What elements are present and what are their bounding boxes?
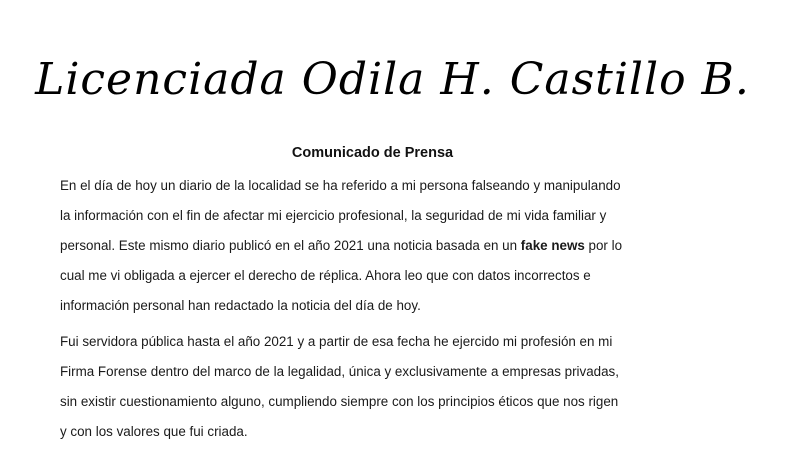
paragraph-2 [60, 327, 700, 447]
paragraph-line: información personal han redactado la noticia del día de hoy. [60, 298, 421, 313]
paragraph-line: Fui servidora pública hasta el año 2021 y a partir de esa fecha he ejercido mi profesión en mi [60, 334, 613, 349]
paragraph-line: cual me vi obligada a ejercer el derecho de réplica. Ahora leo que con datos incorrectos e [60, 268, 591, 283]
letterhead-name: Licenciada Odila H. Castillo B. [35, 54, 750, 105]
paragraph-line [60, 231, 700, 261]
document-title: Comunicado de Prensa [291, 145, 454, 161]
text-segment: por lo [584, 238, 623, 253]
paragraph-line: y con los valores que fui criada. [60, 424, 248, 439]
paragraph-line: En el día de hoy un diario de la localidad se ha referido a mi persona falseando y manipulando [60, 178, 621, 193]
paragraph-line: Firma Forense dentro del marco de la legalidad, única y exclusivamente a empresas privadas, [60, 364, 619, 379]
paragraph-1 [60, 171, 700, 321]
paragraph-line: la información con el fin de afectar mi ejercicio profesional, la seguridad de mi vida familiar y [60, 208, 607, 223]
text-segment: personal. Este mismo diario publicó en el año 2021 una noticia basada en un [60, 238, 521, 253]
paragraph-line: sin existir cuestionamiento alguno, cumpliendo siempre con los principios éticos que nos rigen [60, 394, 619, 409]
bold-phrase: fake news [520, 238, 585, 253]
